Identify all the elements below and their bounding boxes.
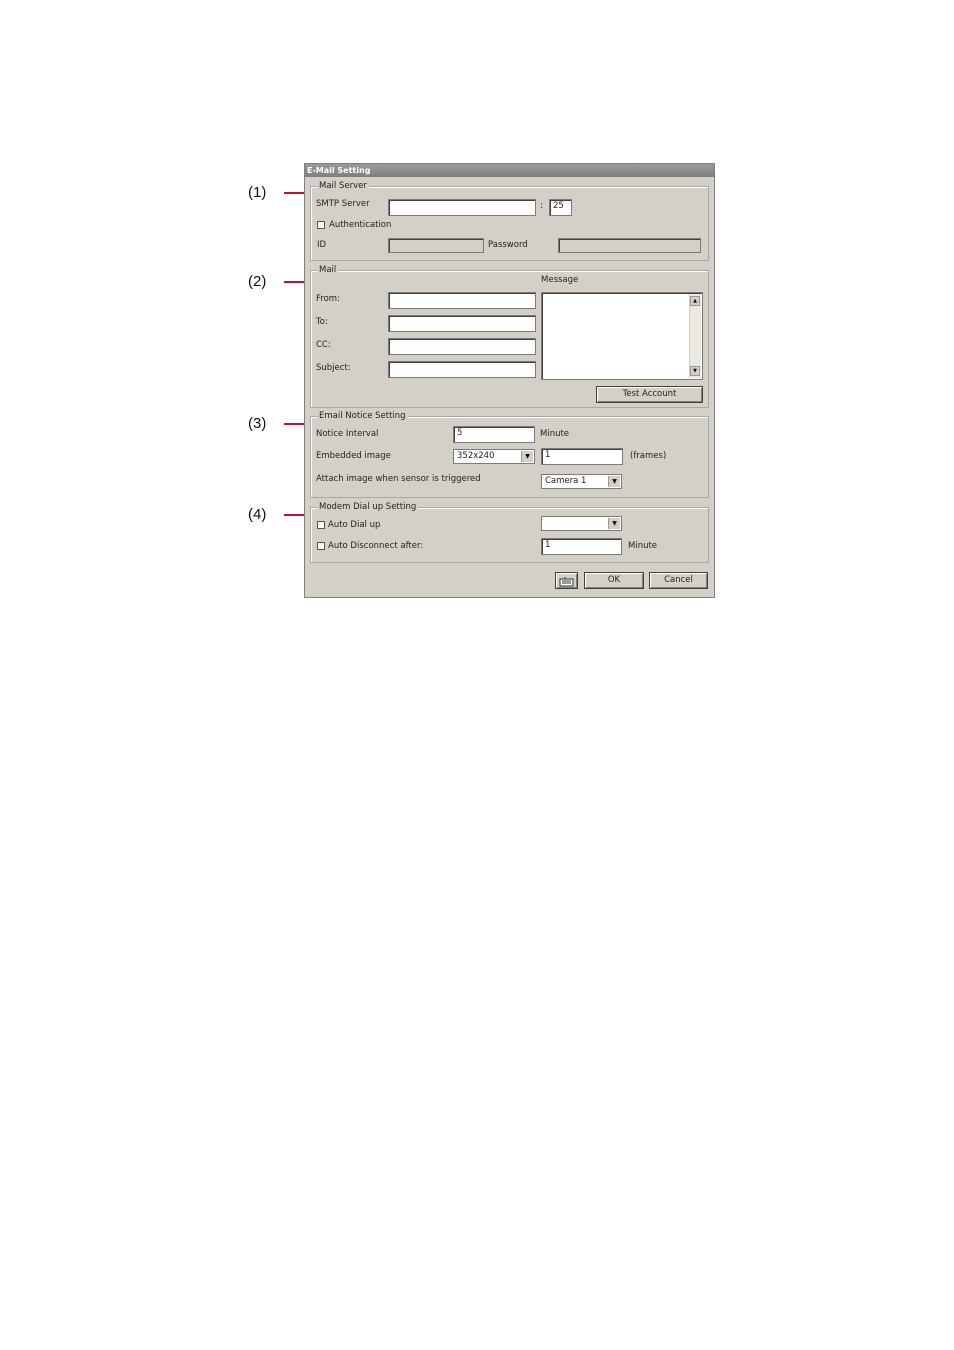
test-account-button[interactable]: Test Account [596,386,703,403]
callout-1: (1) [248,184,267,201]
auto-disconnect-unit: Minute [628,541,658,551]
keyboard-icon [559,576,574,587]
modem-dialup-group [310,502,709,563]
embedded-image-select[interactable] [453,449,535,464]
mail-server-title: Mail Server [319,181,367,191]
modem-dialup-title: Modem Dial up Setting [319,502,417,512]
cancel-button[interactable]: Cancel [649,572,708,589]
embedded-image-label: Embedded image [316,451,391,461]
dialog-title: E-Mail Setting [305,164,714,177]
cc-input[interactable] [388,338,536,355]
callout-2: (2) [248,273,267,290]
subject-input[interactable] [388,361,536,378]
notice-interval-unit: Minute [540,429,570,439]
id-label: ID [317,240,327,250]
authentication-label: Authentication [329,220,392,230]
from-input[interactable] [388,292,536,309]
authentication-checkbox[interactable] [317,221,325,229]
message-scrollbar[interactable] [689,294,701,378]
auto-dial-checkbox[interactable] [317,521,325,529]
scroll-up-icon[interactable]: ▲ [690,296,700,306]
attach-image-label: Attach image when sensor is triggered [316,474,481,484]
ok-button[interactable]: OK [584,572,644,589]
to-input[interactable] [388,315,536,332]
notice-interval-label: Notice Interval [316,429,379,439]
id-input[interactable] [388,238,484,253]
email-setting-dialog [304,163,715,598]
password-input[interactable] [558,238,701,253]
message-label: Message [541,275,579,285]
auto-disconnect-checkbox[interactable] [317,542,325,550]
scroll-down-icon[interactable]: ▼ [690,366,700,376]
port-colon: : [540,201,543,211]
mail-title: Mail [319,265,337,275]
embedded-image-value: 352x240 [457,451,495,461]
smtp-port-input[interactable]: 25 [549,199,572,216]
smtp-server-input[interactable] [388,199,536,216]
notice-interval-input[interactable]: 5 [453,426,535,443]
callout-3: (3) [248,415,267,432]
from-label: From: [316,294,340,304]
email-notice-title: Email Notice Setting [319,411,406,421]
auto-disconnect-label: Auto Disconnect after: [328,541,424,551]
subject-label: Subject: [316,363,351,373]
chevron-down-icon[interactable]: ▼ [521,451,533,462]
camera-select-value: Camera 1 [545,476,587,486]
message-textarea[interactable] [541,292,703,380]
embedded-frames-input[interactable]: 1 [541,448,623,465]
chevron-down-icon[interactable]: ▼ [608,476,620,487]
chevron-down-icon[interactable]: ▼ [608,518,620,529]
keyboard-button[interactable] [555,572,578,589]
auto-dial-label: Auto Dial up [328,520,381,530]
auto-dial-select[interactable] [541,516,622,531]
callout-4: (4) [248,506,267,523]
cc-label: CC: [316,340,331,350]
smtp-server-label: SMTP Server [316,199,370,209]
frames-unit: (frames) [630,451,667,461]
camera-select[interactable] [541,474,622,489]
password-label: Password [488,240,528,250]
auto-disconnect-input[interactable]: 1 [541,538,622,555]
to-label: To: [316,317,328,327]
